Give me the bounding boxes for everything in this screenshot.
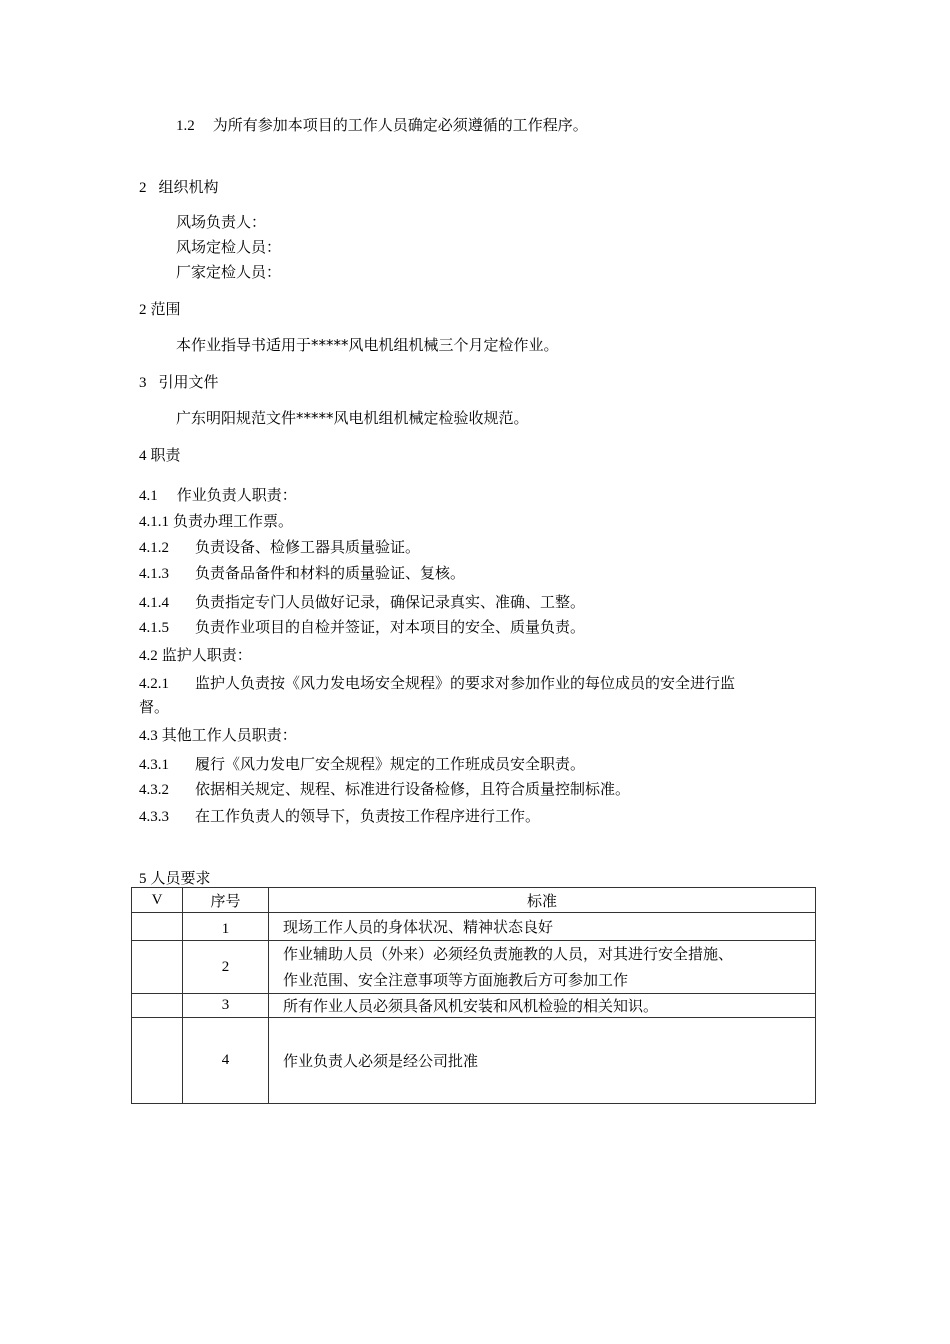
- heading-text: 人员要求: [150, 869, 211, 887]
- item-number: 4.2: [139, 648, 158, 664]
- number-cell: 3: [183, 994, 269, 1018]
- item-text: 负责备品备件和材料的质量验证、复核。: [195, 564, 466, 582]
- resp-item-4-3-1: [139, 754, 585, 775]
- heading-number: 5: [139, 871, 147, 887]
- heading-number: 3: [139, 375, 147, 391]
- item-text: 监护人职责：: [161, 646, 252, 664]
- references-text: 广东明阳规范文件*****风电机组机械定检验收规范。: [176, 409, 529, 427]
- check-cell: [132, 913, 183, 941]
- resp-item-4-2: [139, 645, 252, 666]
- role-wind-farm-inspector: 风场定检人员：: [176, 238, 282, 256]
- table-header-row: [132, 888, 816, 913]
- item-number: 4.1.2: [139, 540, 169, 556]
- section-heading-scope: [139, 299, 181, 320]
- resp-item-4-3: [139, 725, 297, 746]
- item-number: 4.1: [139, 488, 158, 504]
- item-text: 为所有参加本项目的工作人员确定必须遵循的工作程序。: [212, 116, 588, 134]
- heading-number: 4: [139, 448, 147, 464]
- item-text: 负责指定专门人员做好记录，确保记录真实、准确、工整。: [195, 593, 586, 611]
- resp-item-4-2-1-continuation: 督。: [139, 698, 170, 716]
- resp-item-4-1: [139, 485, 297, 506]
- check-cell: [132, 941, 183, 994]
- number-cell: 4: [183, 1018, 269, 1104]
- item-text: 监护人负责按《风力发电场安全规程》的要求对参加作业的每位成员的安全进行监: [195, 674, 736, 692]
- check-cell: [132, 1018, 183, 1104]
- item-text: 负责设备、检修工器具质量验证。: [195, 538, 421, 556]
- section-heading-organization: [139, 177, 219, 198]
- standard-cell: 现场工作人员的身体状况、精神状态良好: [269, 913, 816, 941]
- standard-cell: 作业负责人必须是经公司批准: [269, 1018, 816, 1104]
- heading-text: 范围: [150, 300, 181, 318]
- resp-item-4-1-3: [139, 563, 465, 584]
- item-number: 4.2.1: [139, 676, 169, 692]
- header-number: 序号: [183, 888, 269, 913]
- heading-text: 组织机构: [158, 178, 219, 196]
- standard-cell: [269, 941, 816, 994]
- header-standard: 标准: [269, 888, 816, 913]
- number-cell: 2: [183, 941, 269, 994]
- item-number: 4.3.2: [139, 782, 169, 798]
- item-number: 4.1.1: [139, 514, 169, 530]
- resp-item-4-3-2: [139, 779, 630, 800]
- table-row: [132, 994, 816, 1018]
- item-text: 履行《风力发电厂安全规程》规定的工作班成员安全职责。: [195, 755, 586, 773]
- role-wind-farm-lead: 风场负责人：: [176, 213, 267, 231]
- item-number: 4.1.3: [139, 566, 169, 582]
- item-text: 依据相关规定、规程、标准进行设备检修，且符合质量控制标准。: [195, 780, 631, 798]
- table-row: [132, 941, 816, 994]
- item-1-2: [176, 115, 588, 136]
- heading-number: 2: [139, 180, 147, 196]
- item-text: 在工作负责人的领导下，负责按工作程序进行工作。: [195, 807, 541, 825]
- item-number: 4.3.3: [139, 809, 169, 825]
- item-number: 4.3.1: [139, 757, 169, 773]
- item-text: 负责作业项目的自检并签证，对本项目的安全、质量负责。: [195, 618, 586, 636]
- section-heading-references: [139, 372, 219, 393]
- standard-line-1: 作业辅助人员（外来）必须经负责施教的人员，对其进行安全措施、: [283, 945, 734, 963]
- heading-text: 引用文件: [158, 373, 219, 391]
- item-number: 4.3: [139, 728, 158, 744]
- role-manufacturer-inspector: 厂家定检人员：: [176, 263, 282, 281]
- heading-text: 职责: [150, 446, 181, 464]
- resp-item-4-1-2: [139, 537, 420, 558]
- resp-item-4-2-1: [139, 673, 735, 694]
- item-text: 负责办理工作票。: [173, 512, 294, 530]
- resp-item-4-1-1: [139, 511, 293, 532]
- resp-item-4-3-3: [139, 806, 540, 827]
- item-number: 1.2: [176, 118, 195, 134]
- item-text: 作业负责人职责：: [176, 486, 297, 504]
- resp-item-4-1-4: [139, 592, 585, 613]
- standard-line-2: 作业范围、安全注意事项等方面施教后方可参加工作: [283, 971, 629, 989]
- header-check: V: [132, 888, 183, 913]
- personnel-requirements-table: [131, 887, 816, 1104]
- table-row: [132, 913, 816, 941]
- check-cell: [132, 994, 183, 1018]
- item-number: 4.1.5: [139, 620, 169, 636]
- item-number: 4.1.4: [139, 595, 169, 611]
- resp-item-4-1-5: [139, 617, 585, 638]
- section-heading-responsibilities: [139, 445, 181, 466]
- number-cell: 1: [183, 913, 269, 941]
- table-row: [132, 1018, 816, 1104]
- standard-cell: 所有作业人员必须具备风机安装和风机检验的相关知识。: [269, 994, 816, 1018]
- heading-number: 2: [139, 302, 147, 318]
- scope-text: 本作业指导书适用于*****风电机组机械三个月定检作业。: [176, 336, 559, 354]
- section-heading-personnel: [139, 868, 211, 889]
- item-text: 其他工作人员职责：: [161, 726, 297, 744]
